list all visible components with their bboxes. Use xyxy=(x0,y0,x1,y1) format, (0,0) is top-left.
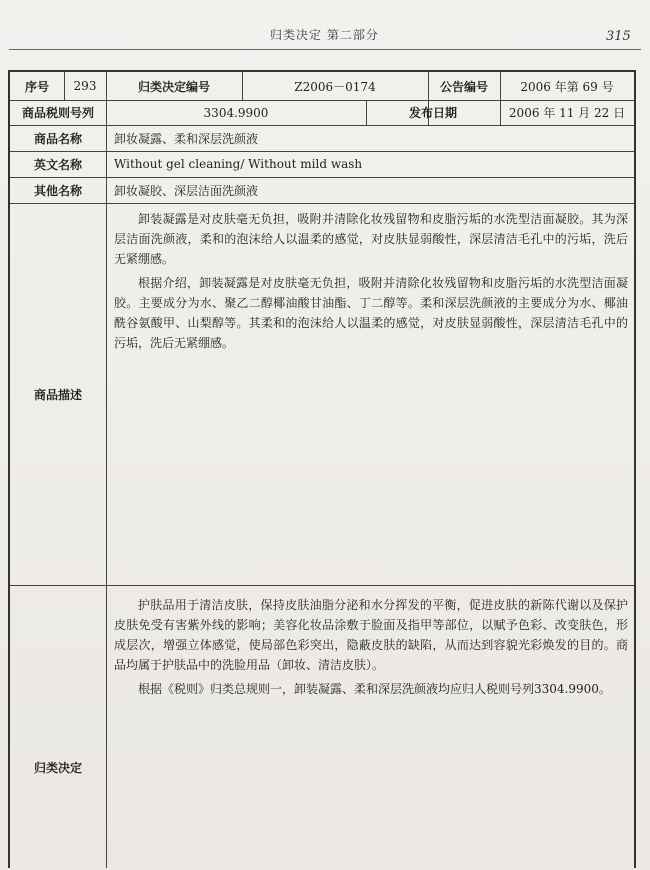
publish-date-value: 2006 年 11 月 22 日 xyxy=(508,106,626,120)
other-name-label: 其他名称 xyxy=(33,183,82,198)
running-header-title: 归类决定 第二部分 xyxy=(270,28,379,42)
decision-paragraph: 护肤品用于清洁皮肤，保持皮肤油脂分泌和水分挥发的平衡，促进皮肤的新陈代谢以及保护皮肤免受有害紫外线的影响；美容化妆品涂敷于脸面及指甲等部位，以赋予色彩、改变肤色，形成层次，增强立体感觉，使局部色彩突出，隐蔽皮肤的缺陷，从而达到容貌光彩焕发的目的。商品均属于护肤品中的洗脸用品（卸妆、清洁皮肤）。 xyxy=(114,598,628,672)
page-number: 315 xyxy=(606,29,631,44)
classification-table xyxy=(8,70,636,868)
decision-label: 归类决定 xyxy=(33,760,82,775)
decision-number-value: Z2006－0174 xyxy=(294,79,376,94)
notice-number-value: 2006 年第 69 号 xyxy=(520,79,614,94)
notice-number-label: 公告编号 xyxy=(439,79,488,94)
row-divider xyxy=(10,585,634,586)
column-divider xyxy=(106,72,107,868)
description-paragraph: 卸装凝露是对皮肤毫无负担，吸附并清除化妆残留物和皮脂污垢的水洗型洁面凝胶。其为深层洁面洗颜液，柔和的泡沫给人以温柔的感觉，对皮肤显弱酸性，深层清洁毛孔中的污垢，洗后无紧绷感。 xyxy=(114,212,628,266)
other-name-value: 卸妆凝胶、深层洁面洗颜液 xyxy=(114,183,259,198)
serial-label: 序号 xyxy=(24,79,49,94)
description-paragraph: 根据介绍，卸装凝露是对皮肤毫无负担，吸附并清除化妆残留物和皮脂污垢的水洗型洁面凝胶。主要成分为水、聚乙二醇椰油酸甘油酯、丁二醇等。柔和深层洗颜液的主要成分为水、椰油酰谷氨酸甲、山梨醇等。其柔和的泡沫给人以温柔的感觉，对皮肤显弱酸性，深层清洁毛孔中的污垢，洗后无紧绷感。 xyxy=(114,276,628,350)
tariff-number-value: 3304.9900 xyxy=(203,105,269,120)
product-name-value: 卸妆凝露、柔和深层洗颜液 xyxy=(114,131,259,146)
description-label: 商品描述 xyxy=(33,387,82,402)
english-name-label: 英文名称 xyxy=(33,157,82,172)
publish-date-label: 发布日期 xyxy=(408,106,457,120)
english-name-value: Without gel cleaning/ Without mild wash xyxy=(114,157,363,171)
serial-value: 293 xyxy=(73,79,97,93)
decision-number-label: 归类决定编号 xyxy=(137,79,210,94)
tariff-number-label: 商品税则号列 xyxy=(21,106,94,120)
header-rule xyxy=(9,49,641,50)
decision-paragraph: 根据《税则》归类总规则一，卸装凝露、柔和深层洗颜液均应归人税则号列3304.9900。 xyxy=(138,682,611,696)
product-name-label: 商品名称 xyxy=(33,131,82,146)
